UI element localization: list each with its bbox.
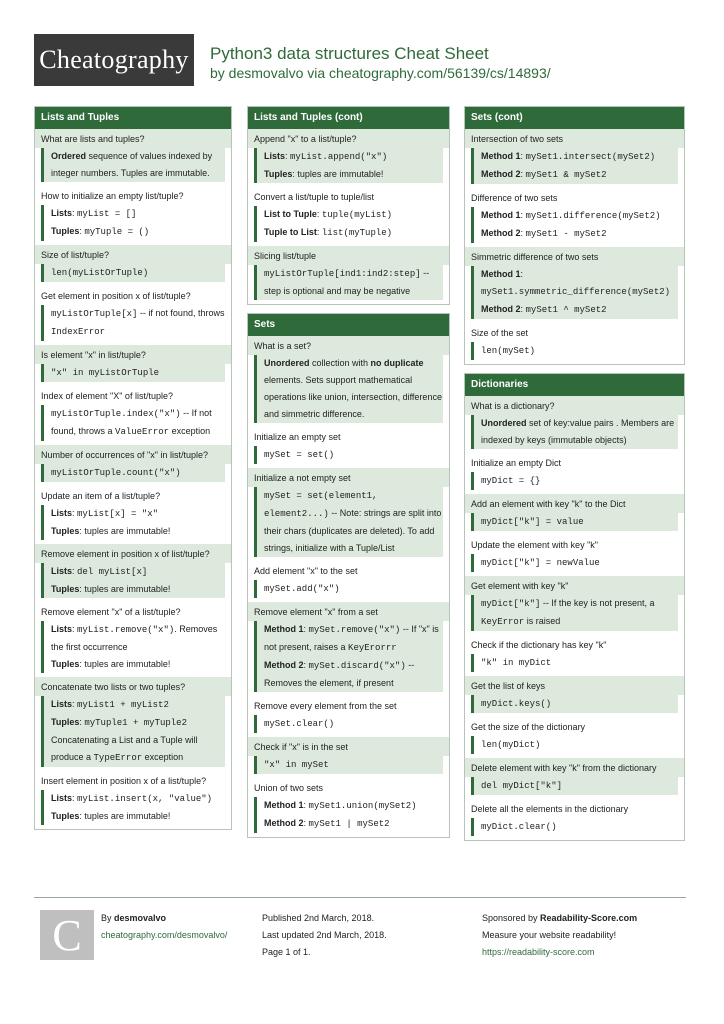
question-text: Is element "x" in list/tuple? [35,345,231,364]
footer [34,897,686,968]
answer-block [254,756,443,774]
answer-row [481,301,678,319]
answer-row [481,148,678,166]
code-snippet: IndexError [51,327,106,337]
answer-row [264,797,443,815]
bold-term: Method 1 [481,269,521,279]
bold-term: Lists [51,793,73,803]
answer-text: collection with [309,358,371,368]
question-text: Initialize an empty Dict [471,458,562,468]
answer-row [264,580,443,598]
answer-text: -- If "x" is not present, raises a [264,624,439,652]
code-snippet: mySet.discard("x") [308,661,406,671]
answer-block [471,654,678,672]
code-snippet: myList.insert(x, "value") [77,794,213,804]
question-text: Index of element "X" of list/tuple? [41,391,173,401]
answer-text: : [285,151,291,161]
code-snippet: mySet1 | mySet2 [308,819,390,829]
cheatography-logo[interactable]: Cheatography [34,34,194,86]
answer-block [41,305,225,341]
answer-text: : [303,818,309,828]
question-text: Union of two sets [254,783,324,793]
code-snippet: len(myListOrTuple) [51,268,149,278]
bold-term: Lists [51,566,73,576]
code-snippet: myList1 + myList2 [77,700,169,710]
bold-term: Tuples [51,659,80,669]
code-snippet: KeyError [481,617,525,627]
answer-block [254,621,443,692]
answer-block [471,342,678,360]
bold-term: Lists [51,508,73,518]
footer-dates-block [262,910,387,961]
question-text: What is a dictionary? [465,396,684,415]
answer-row [51,732,225,767]
answer-block [471,818,678,836]
code-snippet: myList[x] = "x" [77,509,159,519]
code-snippet: myDict["k"] = newValue [481,558,600,568]
answer-block [254,265,443,300]
code-snippet: myTuple1 + myTuple2 [84,718,187,728]
question-text: Update the element with key "k" [471,540,598,550]
question-text: Simmetric difference of two sets [465,247,684,266]
answer-row [51,405,225,441]
question-text: Add an element with key "k" to the Dict [465,494,684,513]
answer-text: : [520,304,526,314]
answer-row [481,695,678,713]
question-text: Remove element in position x of list/tuple? [35,544,231,563]
sponsor-text: Measure your website readability! [482,930,617,940]
answer-text: : [303,800,309,810]
code-snippet: mySet1 & mySet2 [525,170,607,180]
answer-row [481,818,678,836]
bold-term: Method 2 [264,818,304,828]
bold-term: Unordered [481,418,527,428]
answer-block [41,205,225,241]
page-subtitle[interactable]: by desmovalvo via cheatography.com/56139/cs/14893/ [210,65,551,81]
answer-text: : [79,717,85,727]
question-text: Get the list of keys [465,676,684,695]
updated-date: Last updated 2nd March, 2018. [262,930,387,940]
answer-block [41,148,225,182]
question-text: Size of list/tuple? [35,245,231,264]
question-text: Delete element with key "k" from the dictionary [465,758,684,777]
code-snippet: myListOrTuple[ind1:ind2:step] [264,269,421,279]
answer-text: . Removes the first occurrence [51,624,218,652]
question-text: Concatenate two lists or two tuples? [35,677,231,696]
bold-term: List to Tuple [264,209,317,219]
question-text: Delete all the elements in the dictionary [471,804,629,814]
section-panel [247,106,450,305]
column-1 [34,106,232,838]
answer-text: : tuples are immutable! [79,584,171,594]
code-snippet: "x" in myListOrTuple [51,368,160,378]
bold-term: Tuple to List [264,227,317,237]
bold-term: Method 1 [264,800,304,810]
answer-text: : [72,793,78,803]
bold-term: Method 2 [264,660,304,670]
answer-text: set of key:value pairs . Members are indexed by keys (immutable objects) [481,418,675,445]
code-snippet: myDict.clear() [481,822,557,832]
answer-row [481,342,678,360]
answer-row [481,166,678,184]
column-2 [247,106,450,846]
author-link[interactable]: cheatography.com/desmovalvo/ [101,930,228,940]
bold-term: Lists [51,699,73,709]
bold-term: Tuples [51,526,80,536]
answer-block [41,405,225,441]
answer-block [254,487,443,557]
answer-text: : [520,269,524,279]
answer-text: : tuples are immutable! [292,169,384,179]
sponsor-prefix: Sponsored by [482,913,541,923]
question-text: Convert a list/tuple to tuple/list [254,192,375,202]
answer-text: : [72,208,78,218]
answer-block [471,695,678,713]
question-text: Difference of two sets [471,193,558,203]
answer-row [481,736,678,754]
answer-block [254,715,443,733]
section-title: Sets [248,314,449,336]
answer-text: : [72,624,78,634]
answer-row [264,355,443,423]
code-snippet: "x" in mySet [264,760,329,770]
answer-row [264,148,443,166]
question-text: Check if "x" is in the set [248,737,449,756]
answer-row [264,446,443,464]
answer-text: : [520,169,526,179]
code-snippet: myTuple = () [84,227,150,237]
code-snippet: myList.append("x") [290,152,388,162]
answer-text: : [520,210,526,220]
answer-text: -- step is optional and may be negative [264,268,430,296]
answer-row [51,581,225,598]
question-text: Size of the set [471,328,529,338]
answer-row [51,563,225,581]
answer-block [254,797,443,833]
answer-text: Concatenating a List and a Tuple will produce a [51,735,198,762]
bold-term: Unordered [264,358,310,368]
section-panel [247,313,450,838]
code-snippet: myDict["k"] = value [481,517,584,527]
answer-text: -- Removes the element, if present [264,660,415,688]
question-text: How to initialize an empty list/tuple? [41,191,184,201]
answer-row [481,266,678,301]
bold-term: Method 1 [264,624,304,634]
code-snippet: len(myDict) [481,740,541,750]
answer-row [51,364,225,382]
question-text: Insert element in position x of a list/tuple? [41,776,207,786]
page-title: Python3 data structures Cheat Sheet [210,44,489,63]
code-snippet: mySet = set() [264,450,335,460]
code-snippet: mySet = set(element1, element2...) [264,491,378,519]
answer-block [471,472,678,490]
answer-text: : [72,699,78,709]
bold-term: Tuples [51,717,80,727]
code-snippet: mySet1.union(mySet2) [308,801,417,811]
answer-text: : [520,228,526,238]
answer-block [254,206,443,242]
footer-author-block [101,910,227,944]
answer-text: -- Note: strings are split into their chars (duplicates are deleted). To add strings, initialize with a Tuple/List [264,508,442,553]
answer-row [264,265,443,300]
author-name[interactable]: desmovalvo [114,913,167,923]
answer-block [471,736,678,754]
question-text: What is a set? [248,336,449,355]
bold-term: no duplicate [370,358,424,368]
answer-block [471,777,678,795]
section-panel [464,373,685,841]
code-snippet: mySet.add("x") [264,584,340,594]
answer-text: : [316,209,322,219]
bold-term: Method 2 [481,169,521,179]
answer-block [41,364,225,382]
code-snippet: del myList[x] [77,567,148,577]
answer-row [51,790,225,808]
answer-text: : [520,151,526,161]
code-snippet: myList = [] [77,209,137,219]
bold-term: Method 2 [481,228,521,238]
answer-row [51,505,225,523]
answer-row [51,148,225,182]
answer-row [481,513,678,531]
answer-text: : [303,660,309,670]
answer-block [41,563,225,598]
answer-row [51,223,225,241]
code-snippet: myListOrTuple.count("x") [51,468,181,478]
answer-text: is raised [524,616,561,626]
answer-block [471,595,678,631]
answer-block [471,266,678,319]
answer-text: elements. Sets support mathematical operations like union, intersection, difference and simmetric difference. [264,375,442,419]
bold-term: Method 1 [481,210,521,220]
column-3 [464,106,685,849]
page-count: Page 1 of 1. [262,947,311,957]
answer-text: -- if not found, throws [137,308,225,318]
question-text: Initialize a not empty set [248,468,449,487]
question-text: Get the size of the dictionary [471,722,586,732]
answer-row [481,225,678,243]
answer-row [481,554,678,572]
answer-row [481,415,678,449]
code-snippet: myDict = {} [481,476,541,486]
code-snippet: ValueError [115,427,170,437]
answer-row [264,815,443,833]
code-snippet: list(myTuple) [321,228,393,238]
answer-row [51,205,225,223]
answer-row [264,715,443,733]
code-snippet: TypeError [93,753,143,763]
code-snippet: len(mySet) [481,346,536,356]
published-date: Published 2nd March, 2018. [262,913,375,923]
answer-text: -- If not found, throws a [51,408,212,436]
answer-block [471,415,678,449]
answer-row [264,166,443,183]
question-text: Get element with key "k" [465,576,684,595]
section-title: Sets (cont) [465,107,684,129]
bold-term: Tuples [51,811,80,821]
question-text: Number of occurrences of "x" in list/tuple? [35,445,231,464]
section-panel [34,106,232,830]
answer-text: : [72,566,78,576]
answer-text: : tuples are immutable! [79,659,171,669]
answer-text: : tuples are immutable! [79,811,171,821]
answer-row [264,621,443,657]
answer-row [481,777,678,795]
question-text: Update an item of a list/tuple? [41,491,161,501]
answer-text: : [316,227,322,237]
question-text: Add element "x" to the set [254,566,358,576]
cheatography-footer-logo: C [40,910,94,960]
answer-block [254,355,443,423]
answer-row [264,487,443,557]
answer-row [264,224,443,242]
answer-block [254,580,443,598]
code-snippet: myDict.keys() [481,699,552,709]
sponsor-name[interactable]: Readability-Score.com [540,913,638,923]
answer-text: exception [142,752,184,762]
question-text: Intersection of two sets [465,129,684,148]
answer-text: -- If the key is not present, a [540,598,655,608]
answer-block [254,446,443,464]
answer-text: sequence of values indexed by integer numbers. Tuples are immutable. [51,151,213,178]
answer-block [471,554,678,572]
question-text: Remove element "x" of a list/tuple? [41,607,181,617]
answer-row [481,207,678,225]
answer-row [264,756,443,774]
bold-term: Method 1 [481,151,521,161]
answer-row [481,472,678,490]
question-text: What are lists and tuples? [35,129,231,148]
code-snippet: mySet1 - mySet2 [525,229,607,239]
answer-row [264,657,443,692]
answer-row [51,696,225,714]
answer-block [41,464,225,482]
question-text: Get element in position x of list/tuple? [41,291,191,301]
answer-row [481,595,678,631]
answer-block [41,264,225,282]
bold-term: Method 2 [481,304,521,314]
question-text: Initialize an empty set [254,432,341,442]
answer-text: : tuples are immutable! [79,526,171,536]
code-snippet: "k" in myDict [481,658,552,668]
answer-block [471,513,678,531]
author-prefix: By [101,913,115,923]
answer-row [51,714,225,732]
answer-row [51,808,225,825]
section-title: Dictionaries [465,374,684,396]
code-snippet: myList.remove("x") [77,625,175,635]
answer-row [51,464,225,482]
section-panel [464,106,685,365]
bold-term: Tuples [51,226,80,236]
answer-block [41,696,225,767]
code-snippet: myListOrTuple[x] [51,309,138,319]
code-snippet: mySet1.intersect(mySet2) [525,152,656,162]
bold-term: Lists [51,208,73,218]
question-text: Slicing list/tuple [248,246,449,265]
footer-sponsor-block [482,910,637,961]
answer-row [264,206,443,224]
bold-term: Ordered [51,151,87,161]
bold-term: Tuples [264,169,293,179]
code-snippet: myDict["k"] [481,599,541,609]
section-title: Lists and Tuples (cont) [248,107,449,129]
answer-block [41,505,225,540]
answer-row [51,621,225,656]
sponsor-link[interactable]: https://readability-score.com [482,947,595,957]
code-snippet: mySet1.difference(mySet2) [525,211,661,221]
code-snippet: mySet.clear() [264,719,335,729]
code-snippet: KeyErorrr [348,643,397,653]
code-snippet: tuple(myList) [321,210,393,220]
answer-text: exception [169,426,211,436]
code-snippet: mySet1.symmetric_difference(mySet2) [481,287,671,297]
answer-row [51,264,225,282]
code-snippet: mySet1 ^ mySet2 [525,305,607,315]
answer-block [471,207,678,243]
answer-text: : [303,624,309,634]
answer-block [41,790,225,825]
code-snippet: del myDict["k"] [481,781,563,791]
question-text: Check if the dictionary has key "k" [471,640,607,650]
question-text: Remove every element from the set [254,701,397,711]
answer-row [51,656,225,673]
question-text: Remove element "x" from a set [248,602,449,621]
answer-row [481,654,678,672]
answer-row [51,305,225,341]
answer-text: : [79,226,85,236]
answer-block [471,148,678,184]
answer-block [41,621,225,673]
answer-row [51,523,225,540]
bold-term: Lists [51,624,73,634]
section-title: Lists and Tuples [35,107,231,129]
code-snippet: myListOrTuple.index("x") [51,409,181,419]
answer-text: : [72,508,78,518]
bold-term: Lists [264,151,286,161]
question-text: Append "x" to a list/tuple? [248,129,449,148]
bold-term: Tuples [51,584,80,594]
answer-block [254,148,443,183]
code-snippet: mySet.remove("x") [308,625,401,635]
